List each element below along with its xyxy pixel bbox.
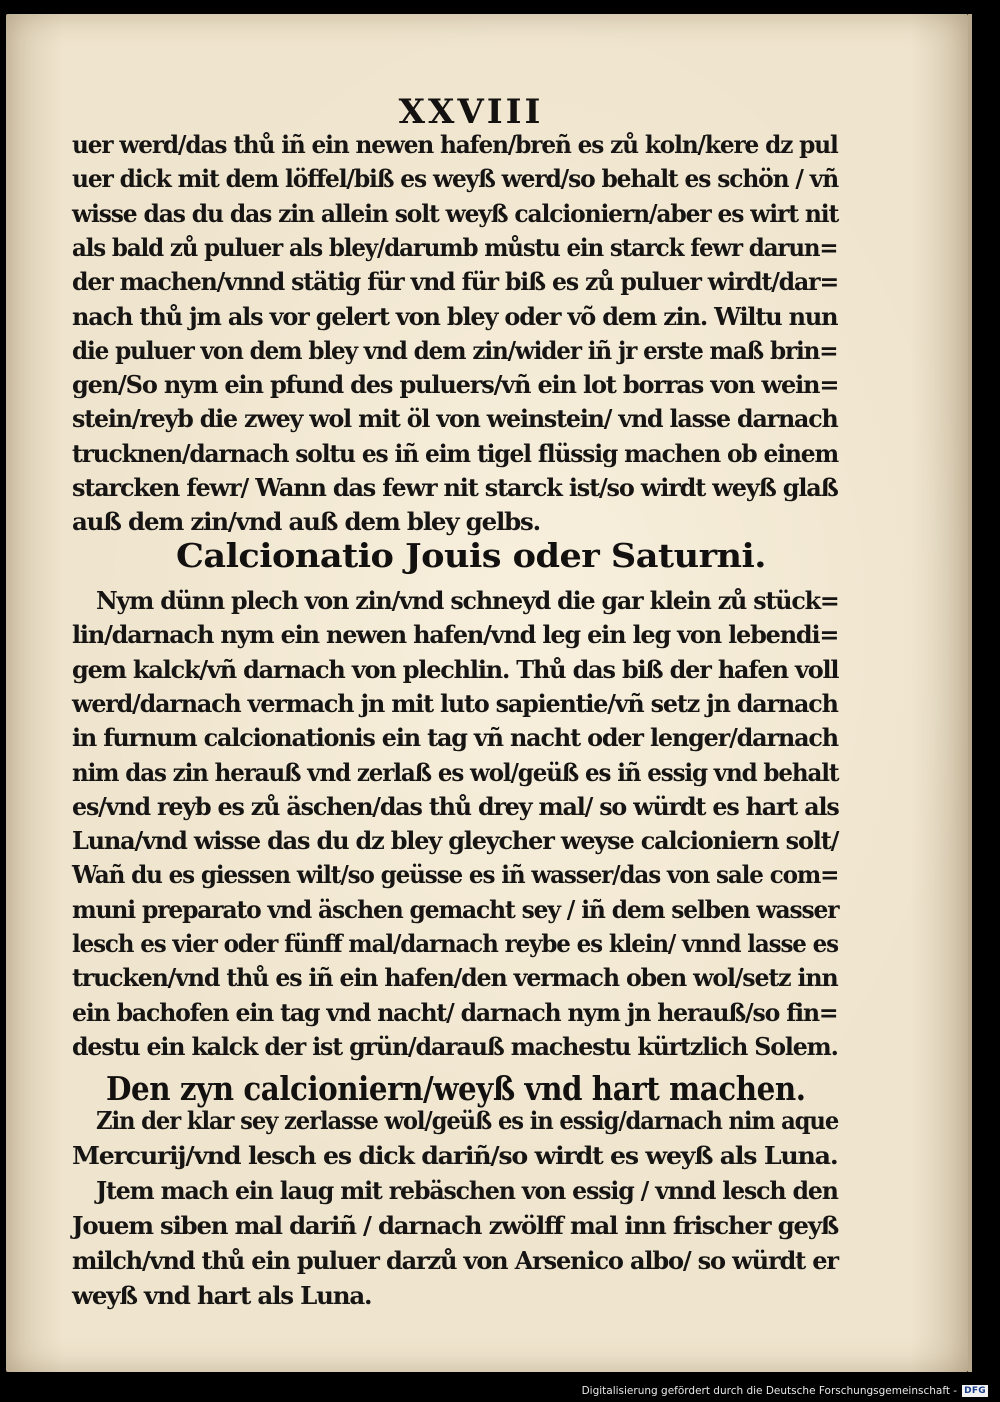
text-line: milch/vnd thů ein puluer darzů von Arsenico albo/ so würdt er	[72, 1246, 838, 1275]
dfg-logo: DFG	[964, 1386, 986, 1396]
text-line: destu ein kalck der ist grün/darauß machestu kürtzlich Solem.	[72, 1031, 838, 1061]
section-heading-zyn-calcioniern: Den zyn calcioniern/weyß vnd hart machen.	[106, 1069, 806, 1108]
text-line: auß dem zin/vnd auß dem bley gelbs.	[72, 507, 540, 537]
text-line: der machen/vnnd stätig für vnd für biß es zů puluer wirdt/dar=	[72, 267, 839, 297]
text-line: gem kalck/vñ darnach von plechlin. Thů das biß der hafen voll	[72, 654, 839, 684]
text-line: als bald zů puluer als bley/darumb můstu ein starck fewr darun=	[72, 232, 838, 262]
text-line: uer werd/das thů iñ ein newen hafen/breñ es zů koln/kere dz pul	[72, 130, 838, 159]
text-line: Zin der klar sey zerlasse wol/geüß es in essig/darnach nim aque	[96, 1106, 839, 1135]
text-line: Jtem mach ein laug mit rebäschen von essig / vnnd lesch den	[96, 1176, 838, 1205]
text-line: Nym dünn plech von zin/vnd schneyd die gar klein zů stück=	[96, 586, 839, 615]
text-line: die puluer von dem bley vnd dem zin/wider iñ jr erste maß brin=	[72, 335, 838, 365]
text-line: lesch es vier oder fünff mal/darnach reybe es klein/ vnnd lasse es	[72, 929, 838, 958]
text-line: ein bachofen ein tag vnd nacht/ darnach nym jn herauß/so fin=	[72, 997, 838, 1027]
text-line: uer dick mit dem löffel/biß es weyß werd/so behalt es schön / vñ	[72, 164, 839, 194]
book-page	[6, 14, 968, 1372]
text-line: Wañ du es giessen wilt/so geüsse es iñ wasser/das von sale com=	[72, 860, 839, 890]
text-line: lin/darnach nym ein newen hafen/vnd leg ein leg von lebendi=	[72, 620, 839, 650]
footer-credit-text: Digitalisierung gefördert durch die Deutsche Forschungsgemeinschaft -	[581, 1385, 958, 1397]
page-edge	[968, 14, 972, 1372]
text-line: nim das zin herauß vnd zerlaß es wol/geüß es iñ essig vnd behalt	[72, 757, 839, 787]
text-line: trucken/vnd thů es iñ ein hafen/den vermach oben wol/setz inn	[72, 963, 838, 993]
text-line: werd/darnach vermach jn mit luto sapientie/vñ setz jn darnach	[72, 688, 838, 718]
text-line: muni preparato vnd äschen gemacht sey / iñ dem selben wasser	[72, 894, 839, 924]
text-line: stein/reyb die zwey wol mit öl von weinstein/ vnd lasse darnach	[72, 404, 838, 434]
folio-number: XXVIII	[398, 92, 544, 132]
footer-credit	[582, 1382, 988, 1400]
text-line: starcken fewr/ Wann das fewr nit starck ist/so wirdt weyß glaß	[72, 473, 838, 502]
text-line: Jouem siben mal dariñ / darnach zwölff mal inn frischer geyß	[72, 1211, 839, 1240]
text-line: es/vnd reyb es zů äschen/das thů drey mal/ so würdt es hart als	[72, 791, 839, 821]
text-line: wisse das du das zin allein solt weyß calcioniern/aber es wirt nit	[72, 198, 839, 228]
text-line: gen/So nym ein pfund des puluers/vñ ein lot borras von wein=	[72, 370, 839, 400]
text-line: Luna/vnd wisse das du dz bley gleycher weyse calcioniern solt/	[72, 826, 839, 856]
text-line: Mercurij/vnd lesch es dick dariñ/so wirdt es weyß als Luna.	[72, 1141, 838, 1170]
text-line: nach thů jm als vor gelert von bley oder võ dem zin. Wiltu nun	[72, 301, 838, 331]
section-heading-calcionatio: Calcionatio Jouis oder Saturni.	[176, 536, 766, 575]
text-line: in furnum calcionationis ein tag vñ nacht oder lenger/darnach	[72, 723, 838, 753]
text-line: trucknen/darnach soltu es iñ eim tigel flüssig machen ob einem	[72, 438, 839, 468]
text-line: weyß vnd hart als Luna.	[72, 1281, 372, 1310]
